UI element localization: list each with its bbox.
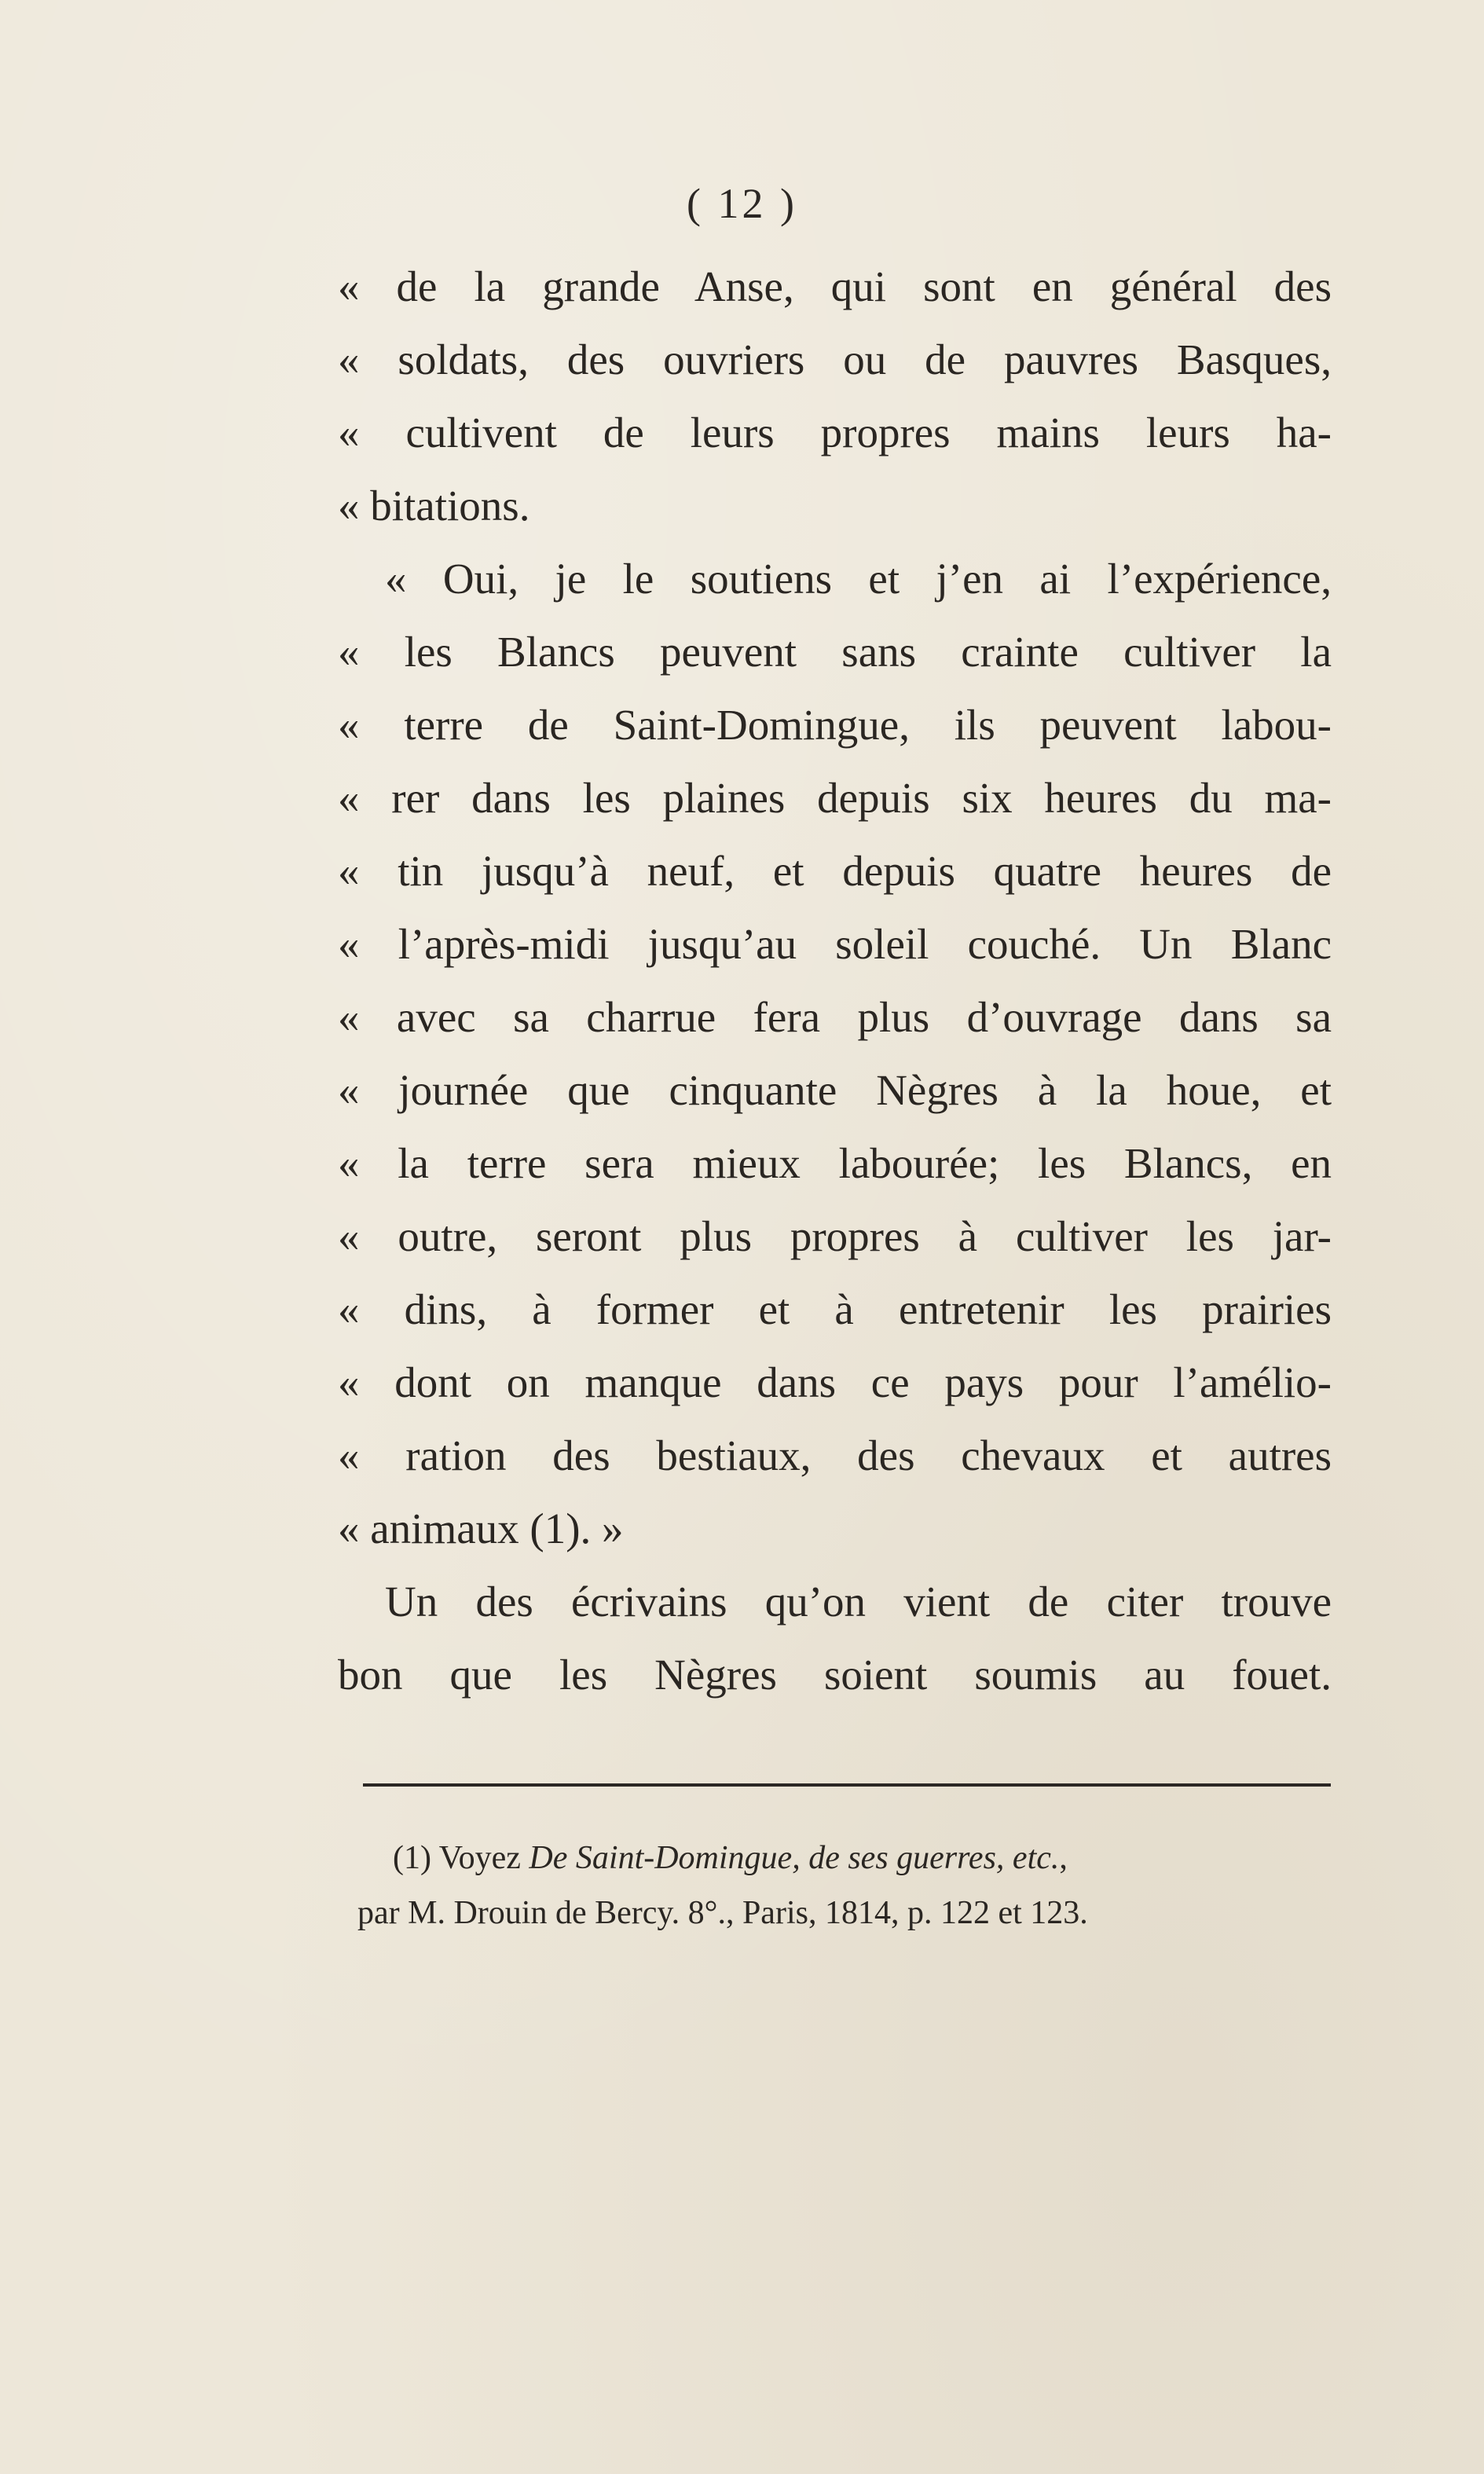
text-line: « Oui, je le soutiens et j’en ai l’expérience, [385,555,1332,603]
footnote-line: par M. Drouin de Bercy. 8°., Paris, 1814, p. 122 et 123. [357,1895,1088,1931]
text-line: « les Blancs peuvent sans crainte cultiver la [338,628,1332,676]
text-line: « la terre sera mieux labourée; les Blancs, en [338,1139,1332,1187]
text-line: bon que les Nègres soient soumis au fouet. [338,1651,1332,1699]
footnote-line [357,1831,1359,1886]
page-number: ( 12 ) [687,180,797,227]
text-line: « l’après-midi jusqu’au soleil couché. Un Blanc [338,920,1332,968]
text-line: « dont on manque dans ce pays pour l’amélio- [338,1358,1332,1406]
text-line: « bitations. [338,482,530,530]
footnote-title-suffix: , [1059,1840,1068,1876]
text-line: « tin jusqu’à neuf, et depuis quatre heures de [338,847,1332,895]
text-line: « outre, seront plus propres à cultiver les jar- [338,1212,1332,1260]
text-line: « avec sa charrue fera plus d’ouvrage dans sa [338,993,1332,1041]
text-line: Un des écrivains qu’on vient de citer trouve [385,1578,1332,1626]
footnote-divider [363,1783,1331,1787]
text-line: « cultivent de leurs propres mains leurs ha- [338,409,1332,456]
footnote-title: De Saint-Domingue, de ses guerres, etc. [529,1840,1060,1876]
text-line: « animaux (1). » [338,1505,624,1552]
text-line: « terre de Saint-Domingue, ils peuvent labou- [338,701,1332,749]
body-text [338,250,1332,1711]
footnote [357,1831,1359,1941]
text-line: « journée que cinquante Nègres à la houe, et [338,1066,1332,1114]
footnote-prefix: (1) Voyez [393,1840,529,1876]
text-line: « de la grande Anse, qui sont en général des [338,262,1332,310]
text-line: « ration des bestiaux, des chevaux et autres [338,1431,1332,1479]
text-line: « dins, à former et à entretenir les prairies [338,1285,1332,1333]
text-line: « rer dans les plaines depuis six heures du ma- [338,774,1332,822]
text-line: « soldats, des ouvriers ou de pauvres Basques, [338,335,1332,383]
